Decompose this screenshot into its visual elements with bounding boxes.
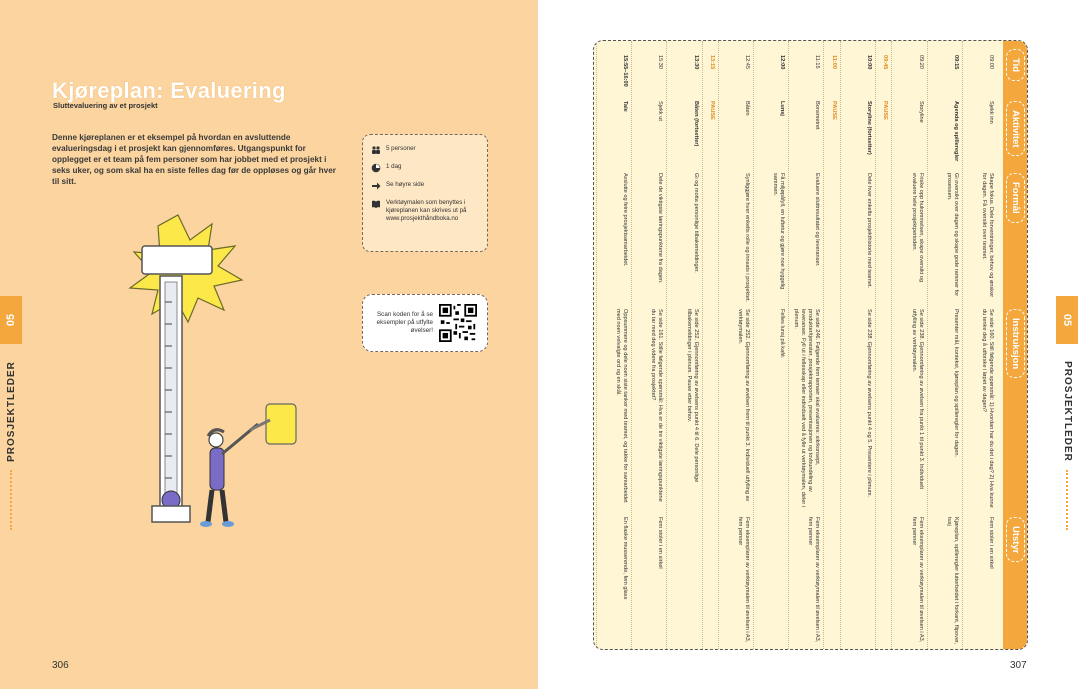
header-cell — [1005, 101, 1027, 156]
equipment-cell: Fem stoler i en sirkel — [657, 517, 664, 569]
purpose-cell: Gi og motta personlige tilbakemeldinger. — [692, 173, 699, 273]
chapter-label — [0, 356, 22, 466]
purpose-cell: Avslutte og feire prosjektsamarbeidet. — [622, 173, 629, 267]
activity-cell: Storyline (fortsetter) — [866, 101, 873, 155]
table-row — [753, 41, 788, 650]
info-box — [362, 134, 488, 252]
header-cell — [1005, 309, 1027, 378]
purpose-cell: Evaluere sluttresultatet og leveranser. — [814, 173, 821, 267]
time-cell: 15:30 — [657, 55, 664, 69]
activity-cell: Båten — [744, 101, 751, 116]
header-activity: Aktivitet — [1007, 101, 1026, 156]
activity-cell: Bonsmetret — [814, 101, 821, 130]
header-cell — [1005, 173, 1027, 223]
info-text: 5 personer — [386, 145, 416, 152]
header-time: Tid — [1007, 49, 1026, 81]
table-row — [596, 41, 631, 650]
table-row — [840, 41, 875, 650]
time-cell: 09:45 — [882, 55, 889, 70]
instruction-cell: Se side 160. Still følgende spørsmål: 1) Hvordan har du det i dag? 2) Hva kunne du tenke deg å utforske i løpet av dagen? — [981, 309, 994, 508]
activity-cell: PAUSE — [830, 101, 837, 120]
equipment-cell: Fem eksemplarer av verktøymalen til øvelsen i A3, fem penner — [910, 517, 924, 643]
equipment-cell: Fem stoler i en sirkel — [988, 517, 994, 569]
book-icon — [371, 199, 381, 209]
header-purpose: Formål — [1007, 173, 1026, 223]
activity-cell: PAUSE — [708, 101, 715, 120]
time-cell: 11:15 — [814, 55, 821, 69]
strength-tester-illustration — [100, 210, 350, 550]
header-cell — [1005, 49, 1027, 81]
instruction-cell: Se side 252. Gjennomføring av øvelsens punkt 4 til 6. Dele personlige tilbakemeldinger i plenum. Pause etter behov. — [685, 309, 699, 483]
qr-code[interactable] — [439, 304, 477, 342]
chapter-divider — [10, 470, 12, 530]
qr-caption: Scan koden for å se eksempler på utfylte øvelser! — [376, 311, 433, 334]
equipment-cell: Kjøreplan, spilleregler lutterbeidet i forkant, flipover, tusj — [945, 517, 959, 645]
instruction-cell: Se side 238. Gjennomføring av øvelsen fra punkt 1 til punkt 3. Individuelt utfylling av verktøymalen. — [910, 309, 924, 490]
chapter-number: 05 — [1061, 313, 1073, 327]
purpose-cell: Skape fokus. Dele forventninger, behov og ønsker for dagen. Få oversikt over teamet. — [981, 173, 994, 298]
info-row — [371, 199, 479, 223]
arrow-icon — [371, 181, 381, 191]
instruction-cell: Se side 252. Gjennomføring av øvelsen frem til punkt 3. Individuell utfylling av verktøymalen. — [737, 309, 751, 502]
time-cell: 10:00 — [866, 55, 873, 70]
info-row — [371, 181, 479, 191]
page-number: 307 — [1010, 660, 1027, 671]
info-text: Se høyre side — [386, 181, 425, 188]
time-cell: 09:15 — [952, 55, 959, 70]
chapter-tab — [0, 296, 22, 344]
info-text: Verktøymalen som benyttes i kjøreplanen kan skrives ut på www.prosjekthåndboka.no — [386, 199, 467, 222]
table-row — [962, 41, 997, 650]
time-cell: 15:55–16:00 — [622, 55, 629, 87]
page-title: Kjøreplan: Evaluering — [52, 78, 286, 103]
info-text: 1 dag — [386, 163, 402, 170]
chapter-label-text: PROSJEKTLEDER — [5, 360, 17, 462]
instruction-cell: Felles lunsj på kafé. — [779, 309, 786, 359]
clock-icon — [371, 163, 381, 173]
time-cell: 13:30 — [692, 55, 699, 70]
page-number: 306 — [52, 660, 69, 671]
header-equipment: Utstyr — [1007, 517, 1026, 562]
info-row — [371, 163, 479, 173]
equipment-cell: Fem eksemplarer av verktøymalen til øvelsen i A3, fem penner — [737, 517, 751, 643]
page-subtitle: Sluttevaluering av et prosjekt — [53, 101, 158, 110]
activity-cell: Tale — [622, 101, 629, 112]
table-row — [631, 41, 666, 650]
people-icon — [371, 145, 381, 155]
chapter-label — [1056, 356, 1078, 466]
chapter-number: 05 — [5, 313, 17, 327]
time-cell: 09:00 — [988, 55, 994, 69]
purpose-cell: Synliggjøre hver enkelts rolle og innsats i prosjektet. — [744, 173, 751, 303]
purpose-cell: Få miljøpåfyll, en luftetur og gjøre noe hyggelig sammen. — [772, 173, 786, 290]
instruction-cell: Oppsummere og dele noen siste tanker med teamet, og takke for samarbeidet med noen velvalgte ord og en skål. — [615, 309, 629, 503]
instruction-cell: Presenter mål, kontekst, kjøreplan og spilleregler for dagen. — [952, 309, 959, 457]
activity-cell: Båten (fortsetter) — [692, 101, 699, 147]
time-cell: 11:00 — [830, 55, 837, 69]
activity-cell: PAUSE — [882, 101, 889, 120]
purpose-cell: Gi oversikt over dagen og skape gode rammer for prosessen. — [945, 173, 959, 297]
table-row — [666, 41, 701, 650]
header-cell — [1005, 517, 1027, 562]
purpose-cell: Dele de viktigste læringspunktene fra dagen. — [657, 173, 664, 284]
table-row — [891, 41, 926, 650]
table-row — [788, 41, 823, 650]
purpose-cell: Friske opp hukommelsen, skape oversikt og evaluere hele prosjektperioden. — [910, 173, 924, 283]
time-cell: 12:45 — [744, 55, 751, 69]
schedule-table-content — [594, 41, 1028, 650]
qr-box — [362, 294, 488, 352]
activity-cell: Storyline — [917, 101, 924, 123]
activity-cell: Lunsj — [779, 101, 786, 116]
schedule-table — [593, 40, 1028, 650]
left-page — [0, 0, 538, 689]
table-header — [1003, 41, 1028, 650]
equipment-cell: Fem eksemplarer av verktøymalen til øvelsen i A3, fem penner — [807, 517, 821, 643]
activity-cell: Sjekk ut — [657, 101, 664, 121]
instruction-cell: Se side 246. Følgende fem temaer skal evalueres: sikrkonsept, produkter/tjenester, prosjektrapporten, presentasjonen og tovbundeling av leveranser. Fyll ut i fellesskap eller individuelt ved å fylle ut verktøymalen, deler i plenum. — [793, 309, 821, 508]
purpose-cell: Dele hver enkelts prosjekthistorie med teamet. — [866, 173, 873, 289]
header-instruction: Instruksjon — [1007, 309, 1026, 378]
info-row — [371, 145, 479, 155]
table-row — [702, 41, 718, 650]
table-row — [927, 41, 962, 650]
table-row — [823, 41, 839, 650]
table-row — [718, 41, 753, 650]
instruction-cell: Se side 161. Stille følgende spørsmål: Hva er de tre viktigste læringspunktene du tar med deg videre fra prosjektet? — [650, 309, 664, 502]
activity-cell: Agenda og spilleregler — [952, 101, 959, 162]
equipment-cell: En flaske musserende, fem glass — [622, 517, 629, 600]
time-cell: 13:15 — [708, 55, 715, 70]
chapter-divider — [1066, 470, 1068, 530]
table-row — [875, 41, 891, 650]
time-cell: 12:00 — [779, 55, 786, 70]
chapter-label-text: PROSJEKTLEDER — [1061, 360, 1073, 462]
intro-text: Denne kjøreplanen er et eksempel på hvordan en avsluttende evalueringsdag i et prosjekt kan gjennomføres. Utgangspunkt for opplegget er et team på fem personer som har jobbet med et prosjekt i seks uker, og som skal ha en siste felles dag før de oppløses og går hver til sitt. — [52, 133, 336, 186]
chapter-tab — [1056, 296, 1078, 344]
activity-cell: Sjekk inn — [988, 101, 994, 124]
instruction-cell: Se side 238. Gjennomføring av øvelsens punkt 4 og 5. Presentere i plenum. — [866, 309, 873, 498]
time-cell: 09:20 — [917, 55, 924, 69]
